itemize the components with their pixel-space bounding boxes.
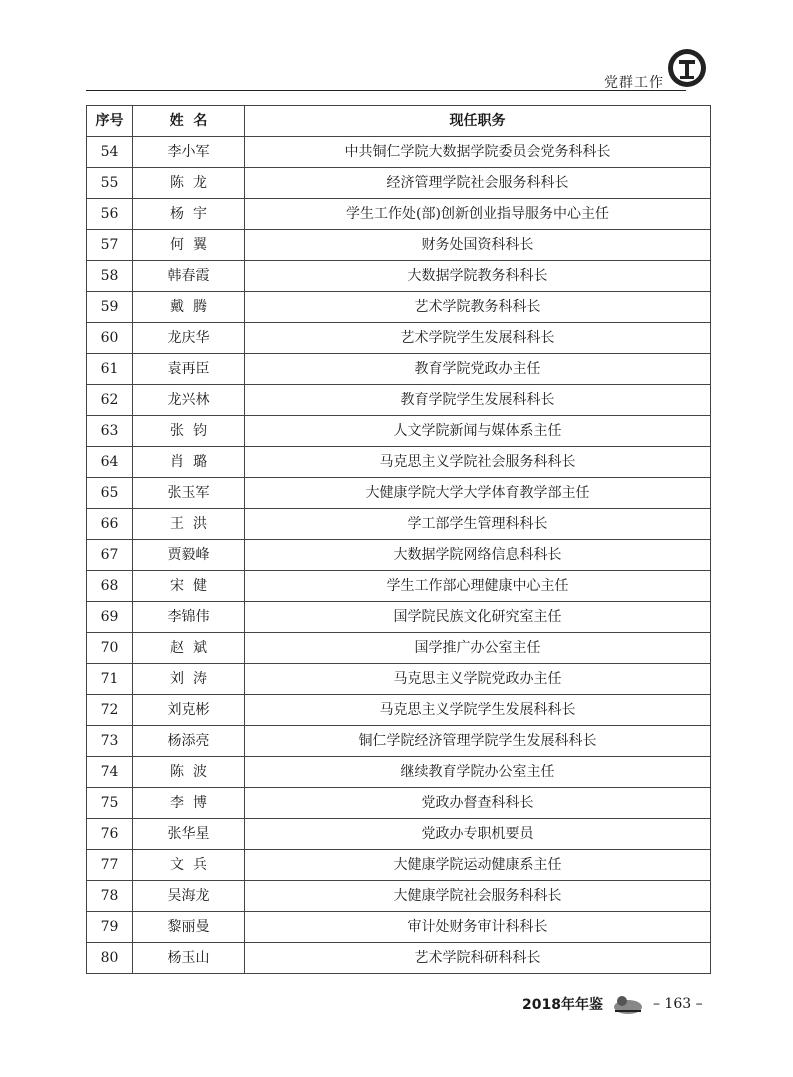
row-name-cell: 贾毅峰 <box>133 540 245 571</box>
row-position-cell: 学生工作部心理健康中心主任 <box>245 571 711 602</box>
row-position-cell: 马克思主义学院社会服务科科长 <box>245 447 711 478</box>
row-position-cell: 铜仁学院经济管理学院学生发展科科长 <box>245 726 711 757</box>
row-position-cell: 教育学院党政办主任 <box>245 354 711 385</box>
row-name-cell: 王 洪 <box>133 509 245 540</box>
table-row <box>87 726 711 757</box>
row-position-cell: 艺术学院教务科科长 <box>245 292 711 323</box>
table-row <box>87 509 711 540</box>
column-header-position: 现任职务 <box>245 106 711 137</box>
row-number-cell: 68 <box>87 571 133 602</box>
row-position-cell: 中共铜仁学院大数据学院委员会党务科科长 <box>245 137 711 168</box>
table-row <box>87 323 711 354</box>
row-position-cell: 学生工作处(部)创新创业指导服务中心主任 <box>245 199 711 230</box>
table-row <box>87 943 711 974</box>
table-row <box>87 571 711 602</box>
table-row <box>87 354 711 385</box>
row-name-cell: 袁再臣 <box>133 354 245 385</box>
table-row <box>87 912 711 943</box>
column-header-number: 序号 <box>87 106 133 137</box>
row-name-cell: 戴 腾 <box>133 292 245 323</box>
row-number-cell: 70 <box>87 633 133 664</box>
table-row <box>87 168 711 199</box>
table-row <box>87 788 711 819</box>
row-number-cell: 69 <box>87 602 133 633</box>
table-row <box>87 633 711 664</box>
row-name-cell: 杨 宇 <box>133 199 245 230</box>
row-name-cell: 李锦伟 <box>133 602 245 633</box>
row-position-cell: 艺术学院学生发展科科长 <box>245 323 711 354</box>
yearbook-label: 2018年年鉴 <box>522 997 603 1013</box>
table-row <box>87 447 711 478</box>
row-position-cell: 马克思主义学院党政办主任 <box>245 664 711 695</box>
row-position-cell: 经济管理学院社会服务科科长 <box>245 168 711 199</box>
row-position-cell: 大健康学院大学大学体育教学部主任 <box>245 478 711 509</box>
row-name-cell: 张 钧 <box>133 416 245 447</box>
table-row <box>87 292 711 323</box>
row-number-cell: 75 <box>87 788 133 819</box>
row-number-cell: 77 <box>87 850 133 881</box>
row-position-cell: 继续教育学院办公室主任 <box>245 757 711 788</box>
row-number-cell: 55 <box>87 168 133 199</box>
row-position-cell: 党政办专职机要员 <box>245 819 711 850</box>
row-name-cell: 张华星 <box>133 819 245 850</box>
table-row <box>87 664 711 695</box>
row-position-cell: 国学推广办公室主任 <box>245 633 711 664</box>
page-footer <box>522 993 703 1015</box>
table-row <box>87 199 711 230</box>
row-position-cell: 党政办督查科科长 <box>245 788 711 819</box>
page-number: – 163 – <box>652 996 703 1012</box>
table-row <box>87 137 711 168</box>
row-number-cell: 66 <box>87 509 133 540</box>
row-number-cell: 78 <box>87 881 133 912</box>
row-number-cell: 65 <box>87 478 133 509</box>
row-number-cell: 79 <box>87 912 133 943</box>
row-name-cell: 龙庆华 <box>133 323 245 354</box>
row-number-cell: 80 <box>87 943 133 974</box>
row-name-cell: 肖 璐 <box>133 447 245 478</box>
table-row <box>87 416 711 447</box>
row-name-cell: 何 翼 <box>133 230 245 261</box>
row-name-cell: 黎丽曼 <box>133 912 245 943</box>
table-row <box>87 230 711 261</box>
header-rule <box>86 90 686 91</box>
table-row <box>87 850 711 881</box>
row-name-cell: 张玉军 <box>133 478 245 509</box>
row-number-cell: 56 <box>87 199 133 230</box>
row-name-cell: 文 兵 <box>133 850 245 881</box>
table-row <box>87 540 711 571</box>
row-number-cell: 57 <box>87 230 133 261</box>
row-number-cell: 59 <box>87 292 133 323</box>
row-name-cell: 赵 斌 <box>133 633 245 664</box>
row-position-cell: 马克思主义学院学生发展科科长 <box>245 695 711 726</box>
row-name-cell: 刘 涛 <box>133 664 245 695</box>
row-name-cell: 韩春霞 <box>133 261 245 292</box>
row-position-cell: 审计处财务审计科科长 <box>245 912 711 943</box>
row-name-cell: 杨添亮 <box>133 726 245 757</box>
row-position-cell: 大数据学院网络信息科科长 <box>245 540 711 571</box>
table-row <box>87 385 711 416</box>
row-name-cell: 陈 龙 <box>133 168 245 199</box>
row-position-cell: 教育学院学生发展科科长 <box>245 385 711 416</box>
table-row <box>87 819 711 850</box>
section-title: 党群工作 <box>604 75 664 91</box>
row-number-cell: 72 <box>87 695 133 726</box>
table-header-row <box>87 106 711 137</box>
column-header-name: 姓 名 <box>133 106 245 137</box>
row-name-cell: 吴海龙 <box>133 881 245 912</box>
table-row <box>87 881 711 912</box>
row-position-cell: 艺术学院科研科科长 <box>245 943 711 974</box>
row-number-cell: 74 <box>87 757 133 788</box>
table-row <box>87 261 711 292</box>
row-name-cell: 李 博 <box>133 788 245 819</box>
row-position-cell: 大健康学院社会服务科科长 <box>245 881 711 912</box>
row-position-cell: 大数据学院教务科科长 <box>245 261 711 292</box>
row-number-cell: 76 <box>87 819 133 850</box>
row-number-cell: 61 <box>87 354 133 385</box>
row-name-cell: 龙兴林 <box>133 385 245 416</box>
table-row <box>87 695 711 726</box>
table-row <box>87 757 711 788</box>
row-number-cell: 60 <box>87 323 133 354</box>
table-row <box>87 478 711 509</box>
staff-position-table <box>86 105 711 974</box>
row-name-cell: 刘克彬 <box>133 695 245 726</box>
row-position-cell: 大健康学院运动健康系主任 <box>245 850 711 881</box>
row-number-cell: 73 <box>87 726 133 757</box>
row-position-cell: 国学院民族文化研究室主任 <box>245 602 711 633</box>
row-name-cell: 宋 健 <box>133 571 245 602</box>
table-row <box>87 602 711 633</box>
row-number-cell: 67 <box>87 540 133 571</box>
row-position-cell: 学工部学生管理科科长 <box>245 509 711 540</box>
row-number-cell: 58 <box>87 261 133 292</box>
row-position-cell: 财务处国资科科长 <box>245 230 711 261</box>
row-name-cell: 杨玉山 <box>133 943 245 974</box>
mascot-icon <box>611 993 645 1015</box>
row-number-cell: 71 <box>87 664 133 695</box>
row-number-cell: 54 <box>87 137 133 168</box>
row-number-cell: 62 <box>87 385 133 416</box>
row-number-cell: 63 <box>87 416 133 447</box>
row-number-cell: 64 <box>87 447 133 478</box>
row-position-cell: 人文学院新闻与媒体系主任 <box>245 416 711 447</box>
row-name-cell: 陈 波 <box>133 757 245 788</box>
university-logo-icon <box>667 48 707 88</box>
row-name-cell: 李小军 <box>133 137 245 168</box>
